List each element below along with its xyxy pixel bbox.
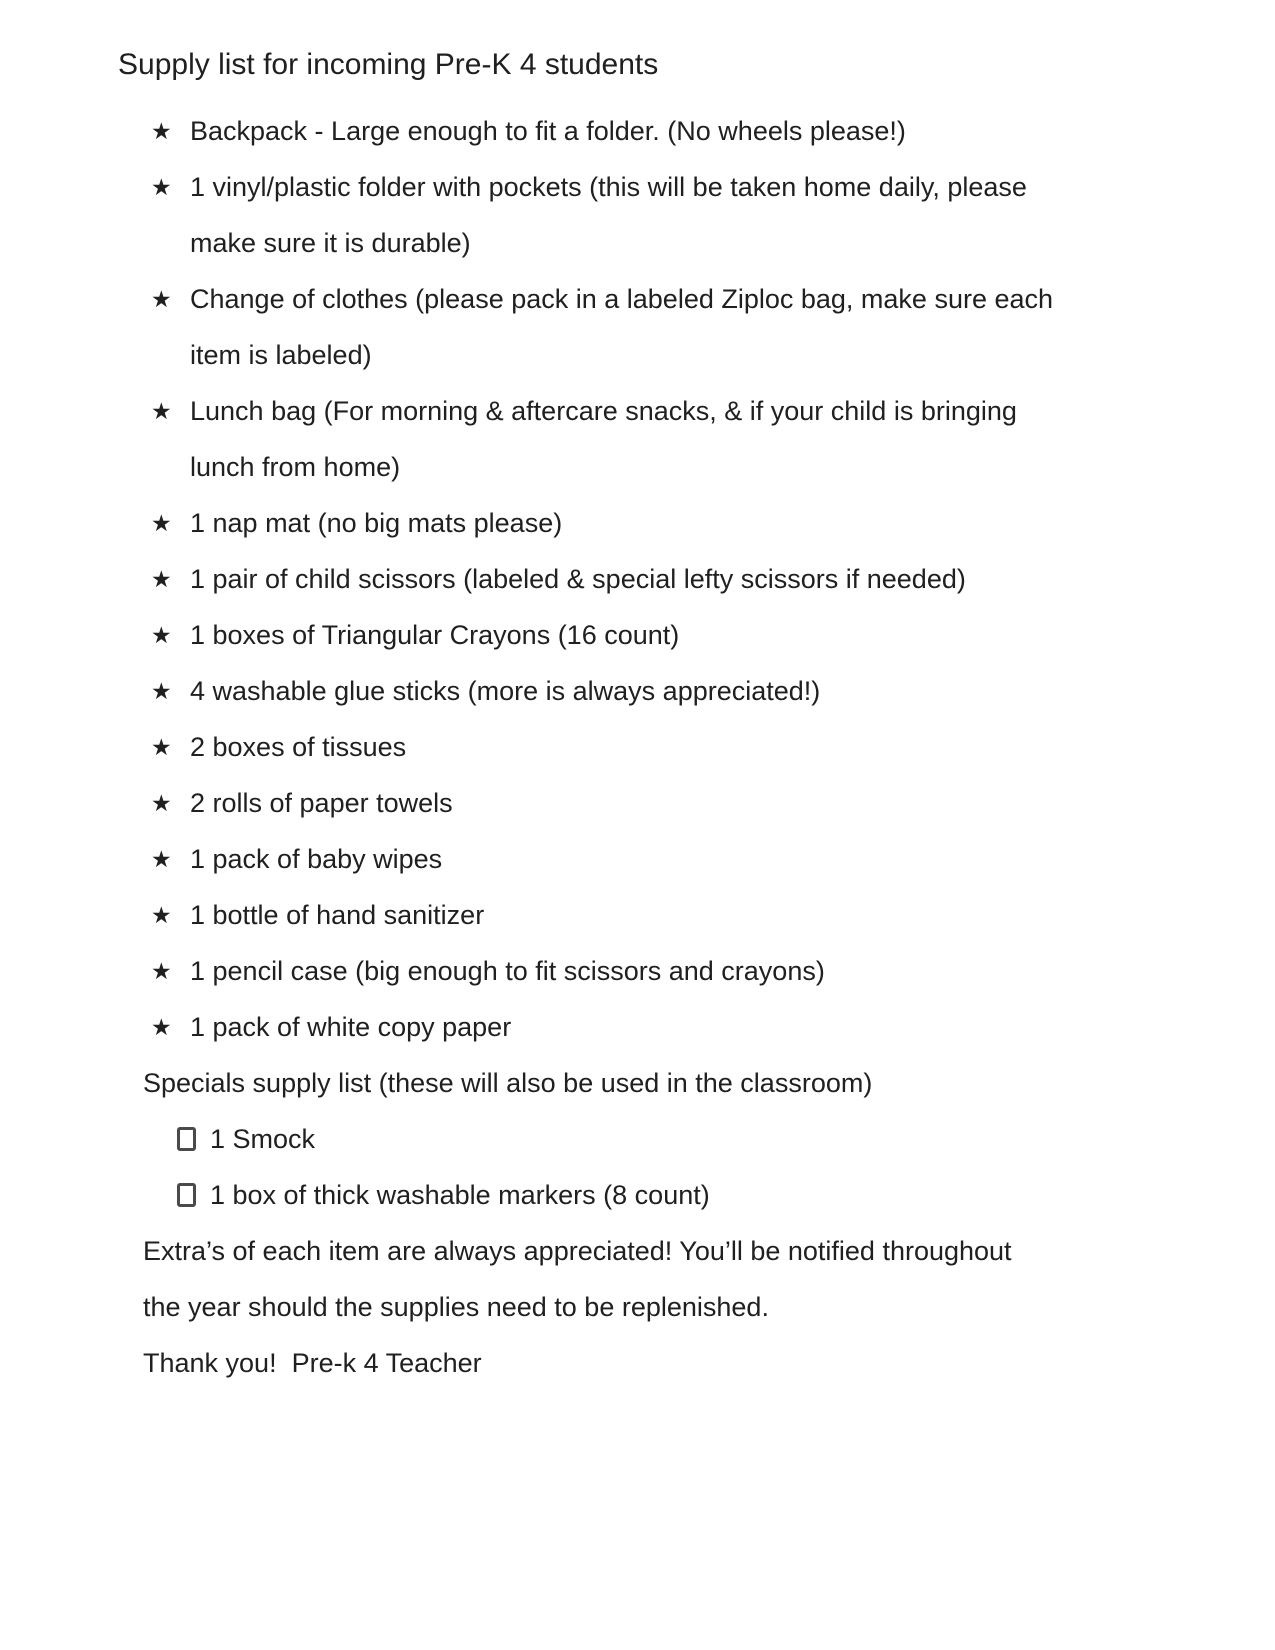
supply-list-item — [143, 159, 1070, 271]
page-title: Supply list for incoming Pre-K 4 students — [118, 48, 659, 81]
supply-item-text: 1 pack of white copy paper — [190, 1012, 512, 1042]
supply-item-text: Change of clothes (please pack in a labeled Ziploc bag, make sure each item is labeled) — [190, 284, 1054, 370]
supply-item-text: 2 rolls of paper towels — [190, 788, 453, 818]
supply-list-item — [143, 103, 1070, 159]
supply-list-item — [143, 271, 1070, 383]
specials-heading: Specials supply list (these will also be used in the classroom) — [143, 1068, 873, 1098]
star-bullet-icon: ★ — [151, 846, 172, 872]
supply-list-item — [143, 887, 1070, 943]
star-bullet-icon: ★ — [151, 118, 172, 144]
star-bullet-icon: ★ — [151, 678, 172, 704]
supply-item-text: 1 bottle of hand sanitizer — [190, 900, 485, 930]
thanks-line: Thank you! Pre-k 4 Teacher — [143, 1348, 482, 1378]
specials-checklist — [143, 1111, 1235, 1223]
checklist-item — [143, 1111, 1060, 1167]
supply-item-text: 1 pack of baby wipes — [190, 844, 443, 874]
star-bullet-icon: ★ — [151, 790, 172, 816]
supply-list-item — [143, 607, 1070, 663]
supply-list-item — [143, 943, 1070, 999]
checklist-item-text: 1 Smock — [210, 1124, 316, 1154]
supply-item-text: Lunch bag (For morning & aftercare snacks, & if your child is bringing lunch from home) — [190, 396, 1017, 482]
supply-item-text: 1 boxes of Triangular Crayons (16 count) — [190, 620, 680, 650]
checklist-item — [143, 1167, 1060, 1223]
supply-list-item — [143, 999, 1070, 1055]
document-content — [143, 103, 1235, 1391]
supply-item-text: 1 pencil case (big enough to fit scissors and crayons) — [190, 956, 825, 986]
supply-list-item — [143, 383, 1070, 495]
supply-item-text: Backpack - Large enough to fit a folder. (No wheels please!) — [190, 116, 906, 146]
checkbox-icon — [177, 1183, 196, 1207]
supply-list-item — [143, 495, 1070, 551]
star-bullet-icon: ★ — [151, 958, 172, 984]
star-bullet-icon: ★ — [151, 510, 172, 536]
supply-item-text: 1 vinyl/plastic folder with pockets (this will be taken home daily, please make sure it is durable) — [190, 172, 1027, 258]
supply-item-text: 4 washable glue sticks (more is always appreciated!) — [190, 676, 821, 706]
supply-list-item — [143, 551, 1070, 607]
star-bullet-icon: ★ — [151, 566, 172, 592]
checkbox-icon — [177, 1127, 196, 1151]
note-paragraph: Extra’s of each item are always appreciated! You’ll be notified throughout the year should the supplies need to be replenished. — [143, 1236, 1012, 1322]
star-bullet-icon: ★ — [151, 398, 172, 424]
star-bullet-icon: ★ — [151, 734, 172, 760]
checklist-item-text: 1 box of thick washable markers (8 count) — [210, 1180, 710, 1210]
supply-list-item — [143, 831, 1070, 887]
star-bullet-icon: ★ — [151, 286, 172, 312]
supply-list — [143, 103, 1235, 1055]
supply-item-text: 1 pair of child scissors (labeled & special lefty scissors if needed) — [190, 564, 966, 594]
supply-list-item — [143, 663, 1070, 719]
supply-item-text: 2 boxes of tissues — [190, 732, 407, 762]
supply-list-item — [143, 775, 1070, 831]
star-bullet-icon: ★ — [151, 174, 172, 200]
star-bullet-icon: ★ — [151, 1014, 172, 1040]
supply-item-text: 1 nap mat (no big mats please) — [190, 508, 563, 538]
star-bullet-icon: ★ — [151, 622, 172, 648]
supply-list-item — [143, 719, 1070, 775]
star-bullet-icon: ★ — [151, 902, 172, 928]
